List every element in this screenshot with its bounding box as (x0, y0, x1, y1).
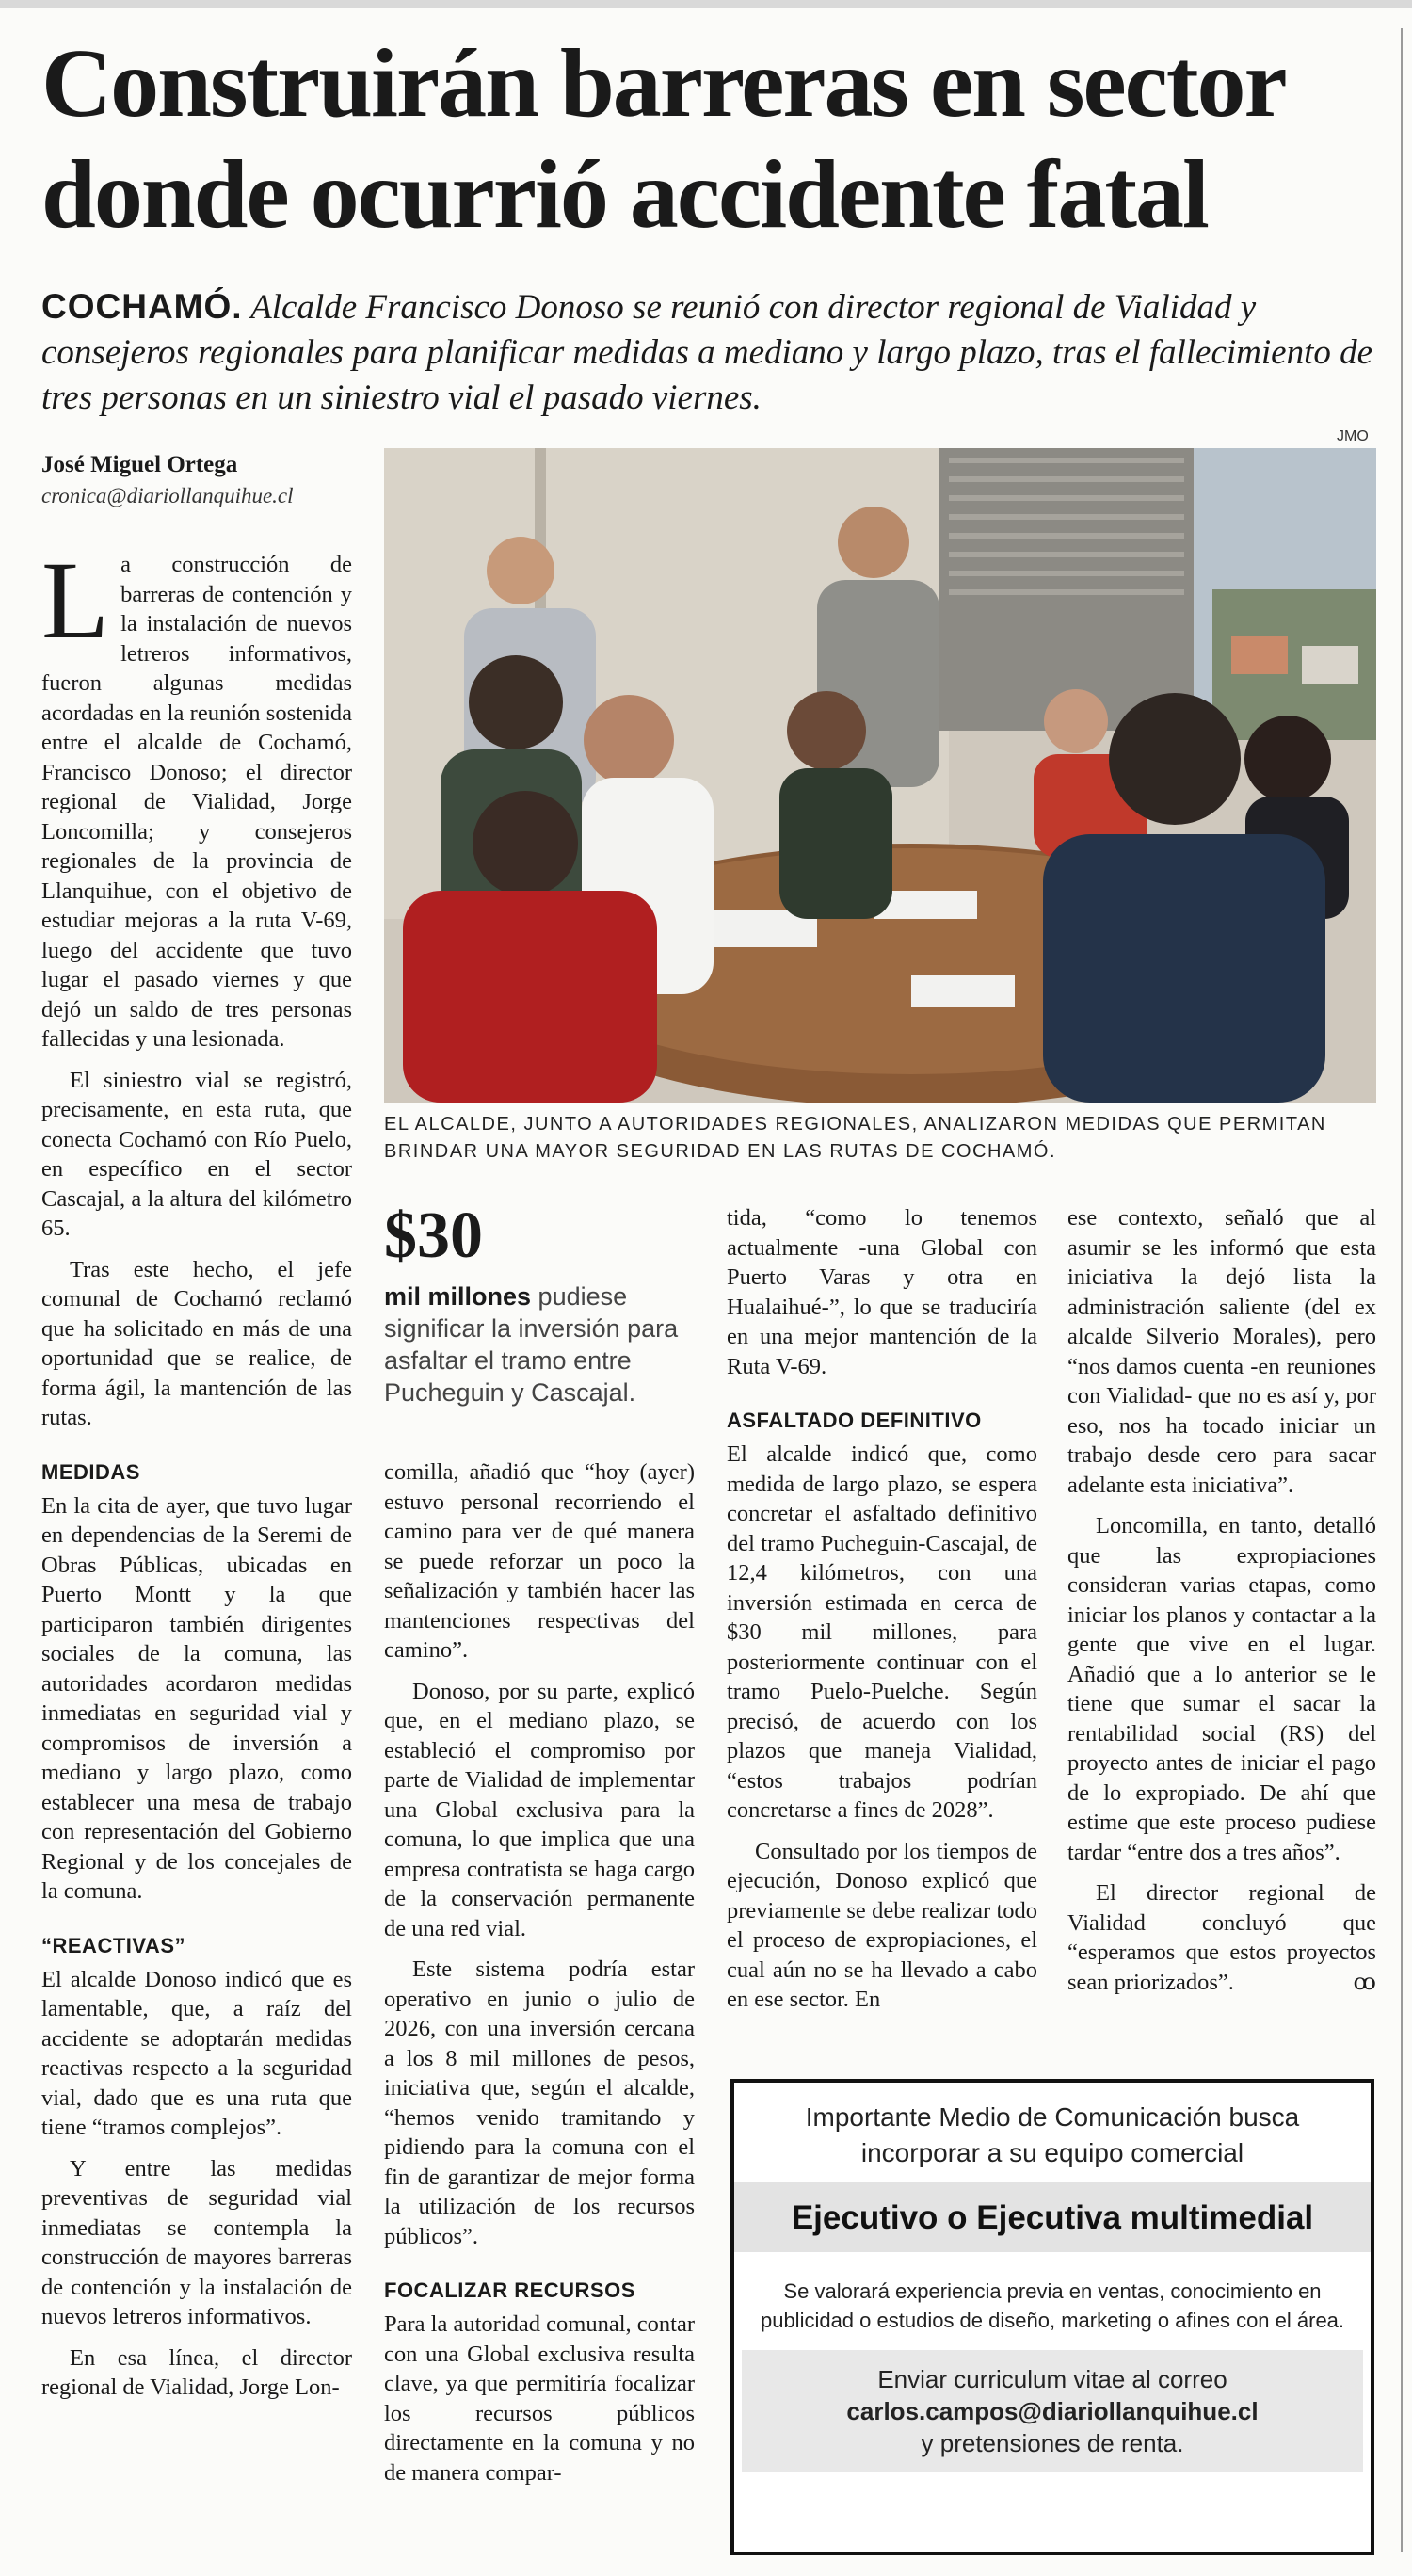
drop-cap: L (41, 539, 110, 662)
paragraph: En la cita de ayer, que tuvo lugar en dependencias de la Seremi de Obras Públicas, ubicadas en Puerto Montt y la que participaron también dirigentes sociales de la comuna, las autoridades acordaron medidas inmediatas en seguridad vial y compromisos de inversión a mediano y largo plazo, como establecer una mesa de trabajo con representación del Gobierno Regional y de los concejales de la comuna. (41, 1492, 352, 1904)
paragraph-text: El director regional de Vialidad concluyó que “esperamos que estos proyectos sean priorizados”. (1067, 1880, 1376, 1995)
paragraph: Y entre las medidas preventivas de seguridad vial inmediatas se contempla la construcción de mayores barreras de contención y la instalación de nuevos letreros informativos. (41, 2155, 352, 2329)
paragraph: Consultado por los tiempos de ejecución, Donoso explicó que previamente se debe realizar todo el proceso de expropiaciones, el cual aún no se ha llevado a cabo en ese sector. En (727, 1838, 1037, 2012)
paragraph: Donoso, por su parte, explicó que, en el mediano plazo, se estableció el compromiso por parte de Vialidad de implementar una Global exclusiva para la comuna, lo que implica que una empresa contratista se haga cargo de la conservación permanente de una red vial. (384, 1678, 695, 1941)
paragraph-text: a construcción de barreras de contención y la instalación de nuevos letreros informativos, fueron algunas medidas acordadas en la reunión sostenida entre el alcalde de Cochamó, Francisco Donoso; el director regional de Vialidad, Jorge Loncomilla; y consejeros regionales de la provincia de Llanquihue, con el objetivo de estudiar mejoras a la ruta V-69, luego del accidente que tuvo lugar el pasado viernes y que dejó un saldo de tres personas fallecidas y una lesionada. (41, 552, 352, 1052)
ad-contact (742, 2350, 1363, 2472)
stat-box (384, 1199, 704, 1409)
byline-author: José Miguel Ortega (41, 452, 238, 477)
paragraph: Tras este hecho, el jefe comunal de Cochamó reclamó que ha solicitado en más de una oportunidad que se realice, de forma ágil, la mantención de las rutas. (41, 1256, 352, 1430)
paragraph: El siniestro vial se registró, precisamente, en esta ruta, que conecta Cochamó con Río Puelo, en específico en el sector Cascajal, a la altura del kilómetro 65. (41, 1067, 352, 1241)
subheading-medidas: MEDIDAS (41, 1459, 140, 1484)
lead-text: Alcalde Francisco Donoso se reunió con director regional de Vialidad y consejeros regionales para planificar medidas a mediano y largo plazo, tras el fallecimiento de tres personas en un siniestro vial el pasado viernes. (41, 288, 1373, 417)
article-column-2 (384, 1457, 695, 2499)
photo-caption: EL ALCALDE, JUNTO A AUTORIDADES REGIONALES, ANALIZARON MEDIDAS QUE PERMITAN BRINDAR UNA MAYOR SEGURIDAD EN LAS RUTAS DE COCHAMÓ. (384, 1114, 1326, 1162)
photo-credit: JMO (1337, 428, 1369, 444)
paragraph: En esa línea, el director regional de Vialidad, Jorge Lon- (41, 2344, 352, 2400)
meeting-photo (384, 448, 1376, 1103)
stat-unit: mil millones (384, 1282, 532, 1311)
right-rule (1401, 28, 1403, 2552)
paragraph (41, 539, 352, 1055)
paragraph: Loncomilla, en tanto, detalló que las expropiaciones consideran varias etapas, como iniciar los planos y contactar a la gente que vive en el lugar. Añadió que a lo anterior se le tiene que sumar el sacar la rentabilidad social (RS) del proyecto antes de iniciar el pago de lo expropiado. De ahí que estime que este proceso pudiese tardar “entre dos a tres años”. (1067, 1513, 1376, 1865)
subheading-reactivas: “REACTIVAS” (41, 1933, 185, 1957)
paragraph (1067, 1878, 1376, 1997)
article-column-1 (41, 539, 352, 2414)
byline (41, 452, 352, 508)
lead-place: COCHAMÓ. (41, 287, 243, 326)
stat-text (384, 1280, 704, 1409)
paragraph: El alcalde indicó que, como medida de largo plazo, se espera concretar el asfaltado definitivo del tramo Pucheguin-Cascajal, de 12,4 kilómetros, con una inversión estimada en cerca de $30 mil millones, para posteriormente continuar con el tramo Puelo-Puelche. Según precisó, de acuerdo con los plazos que maneja Vialidad, “estos trabajos podrían concretarse a fines de 2028”. (727, 1441, 1037, 1823)
subheading-asfaltado: ASFALTADO DEFINITIVO (727, 1409, 982, 1432)
ad-cta-2: y pretensiones de renta. (921, 2429, 1184, 2457)
article-column-3 (727, 1203, 1037, 2026)
article-column-4 (1067, 1203, 1376, 2008)
paragraph: tida, “como lo tenemos actualmente -una Global con Puerto Varas y otra en Hualaihué-”, lo que se traduciría en una mejor mantención de la Ruta V-69. (727, 1205, 1037, 1379)
paragraph: Este sistema podría estar operativo en junio o julio de 2026, con una inversión cercana a los 8 mil millones de pesos, iniciativa que, según el alcalde, “hemos venido tramitando y pidiendo para la comuna con el fin de garantizar de mejor forma la utilización de los recursos públicos”. (384, 1956, 695, 2249)
paragraph: El alcalde Donoso indicó que es lamentable, que, a raíz del accidente se adoptarán medidas reactivas respecto a la seguridad vial, dado que es una ruta que tiene “tramos complejos”. (41, 1966, 352, 2140)
ad-body: Se valorará experiencia previa en ventas, conocimiento en publicidad o estudios de diseño, marketing o afines con el área. (760, 2279, 1345, 2332)
end-mark: ꝏ (1353, 1969, 1376, 1995)
headline: Construirán barreras en sector donde ocurrió accidente fatal (41, 29, 1284, 249)
paragraph: comilla, añadió que “hoy (ayer) estuvo personal recorriendo el camino para ver de qué manera se puede reforzar un poco la señalización y también hacer las mantenciones respectivas del camino”. (384, 1459, 695, 1663)
subheading-focalizar: FOCALIZAR RECURSOS (384, 2278, 635, 2302)
ad-email-link[interactable]: carlos.campos@diariollanquihue.cl (846, 2397, 1259, 2425)
job-advertisement (730, 2079, 1374, 2555)
byline-email: cronica@diariollanquihue.cl (41, 484, 294, 507)
top-rule (0, 0, 1412, 8)
lead-paragraph (41, 284, 1378, 421)
ad-intro: Importante Medio de Comunicación busca incorporar a su equipo comercial (805, 2102, 1300, 2167)
paragraph: ese contexto, señaló que al asumir se les informó que esta iniciativa la dejó lista la administración saliente (del ex alcalde Silverio Morales), pero “nos damos cuenta -en reuniones con Vialidad- que no es así y, por eso, nos ha tocado iniciar un trabajo desde cero para sacar adelante esta iniciativa”. (1067, 1205, 1376, 1498)
stat-desc: pudiese significar la inversión para asfaltar el tramo entre Pucheguin y Cascajal. (384, 1282, 679, 1407)
ad-title: Ejecutivo o Ejecutiva multimedial (734, 2182, 1371, 2252)
ad-cta-1: Enviar curriculum vitae al correo (877, 2365, 1227, 2393)
stat-value: $30 (384, 1199, 483, 1272)
paragraph: Para la autoridad comunal, contar con una Global exclusiva resulta clave, ya que permitiría focalizar los recursos públicos directamente en la comuna y no de manera compar- (384, 2311, 695, 2486)
